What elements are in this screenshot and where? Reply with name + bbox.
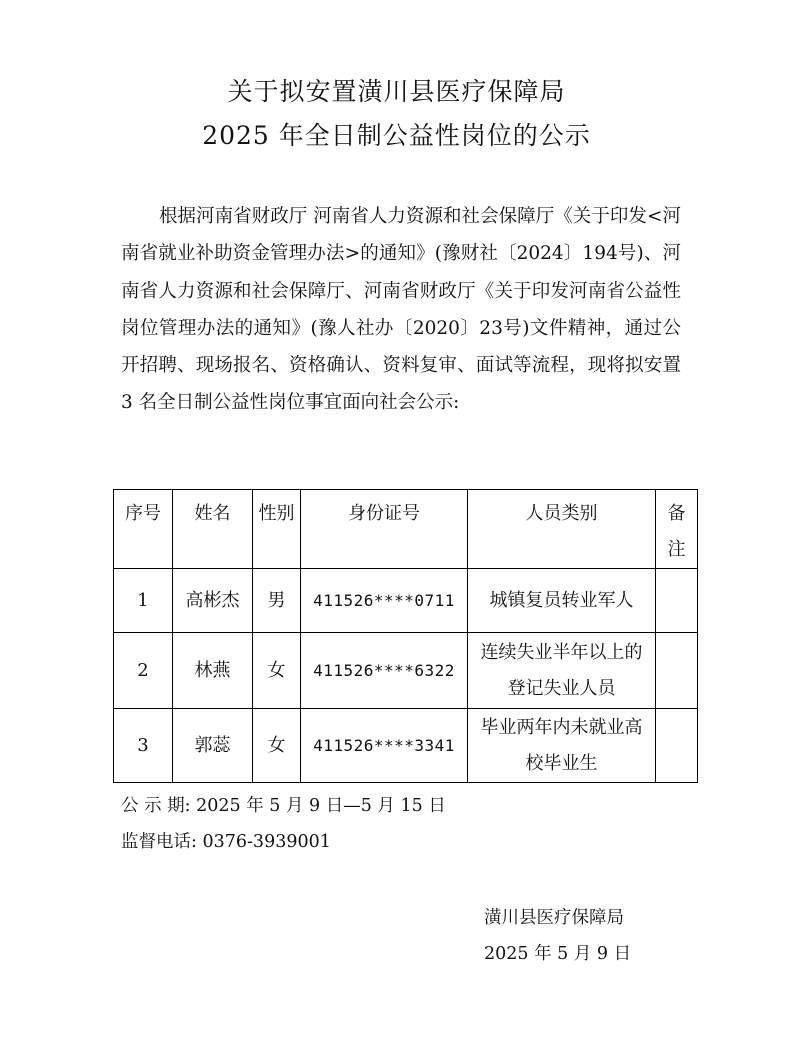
period-label: 公 示 期: [121, 796, 191, 816]
cell-name: 林燕 [173, 633, 253, 709]
header-category: 人员类别 [468, 490, 656, 569]
header-no: 序号 [114, 490, 173, 569]
cell-id: 411526****6322 [301, 633, 468, 709]
cell-no: 2 [114, 633, 173, 709]
cell-note [656, 633, 698, 709]
header-name: 姓名 [173, 490, 253, 569]
table-row [114, 709, 698, 783]
cell-gender: 女 [253, 633, 301, 709]
supervision-phone [121, 828, 331, 853]
cell-no: 3 [114, 709, 173, 783]
cell-note [656, 709, 698, 783]
cell-name: 郭蕊 [173, 709, 253, 783]
signature-org: 潢川县医疗保障局 [484, 908, 624, 928]
cell-category: 城镇复员转业军人 [468, 569, 656, 633]
cell-gender: 女 [253, 709, 301, 783]
cell-id: 411526****0711 [301, 569, 468, 633]
table-header-row [114, 490, 698, 569]
document-title-line1: 关于拟安置潢川县医疗保障局 [227, 77, 566, 106]
table-row [114, 633, 698, 709]
header-id: 身份证号 [301, 490, 468, 569]
header-gender: 性别 [253, 490, 301, 569]
body-paragraph: 根据河南省财政厅 河南省人力资源和社会保障厅《关于印发<河南省就业补助资金管理办法>的通知》(豫财社〔2024〕194号)、河南省人力资源和社会保障厅、河南省财政厅《关于印发河南省公益性岗位管理办法的通知》(豫人社办〔2020〕23号)文件精神，通过公开招聘、现场报名、资格确认、资料复审、面试等流程，现将拟安置 3 名全日制公益性岗位事宜面向社会公示: [121, 206, 681, 414]
cell-name: 高彬杰 [173, 569, 253, 633]
cell-no: 1 [114, 569, 173, 633]
notice-period [121, 792, 446, 817]
cell-gender: 男 [253, 569, 301, 633]
cell-id: 411526****3341 [301, 709, 468, 783]
document-title-line2: 2025 年全日制公益性岗位的公示 [202, 121, 591, 150]
header-note: 备注 [656, 490, 698, 569]
personnel-table [113, 489, 698, 783]
phone-value: 0376-3939001 [202, 832, 331, 852]
phone-label: 监督电话: [121, 832, 197, 852]
cell-note [656, 569, 698, 633]
cell-category: 毕业两年内未就业高校毕业生 [468, 709, 656, 783]
table-row [114, 569, 698, 633]
cell-category: 连续失业半年以上的登记失业人员 [468, 633, 656, 709]
signature-date: 2025 年 5 月 9 日 [484, 944, 632, 964]
period-value: 2025 年 5 月 9 日—5 月 15 日 [196, 796, 446, 816]
